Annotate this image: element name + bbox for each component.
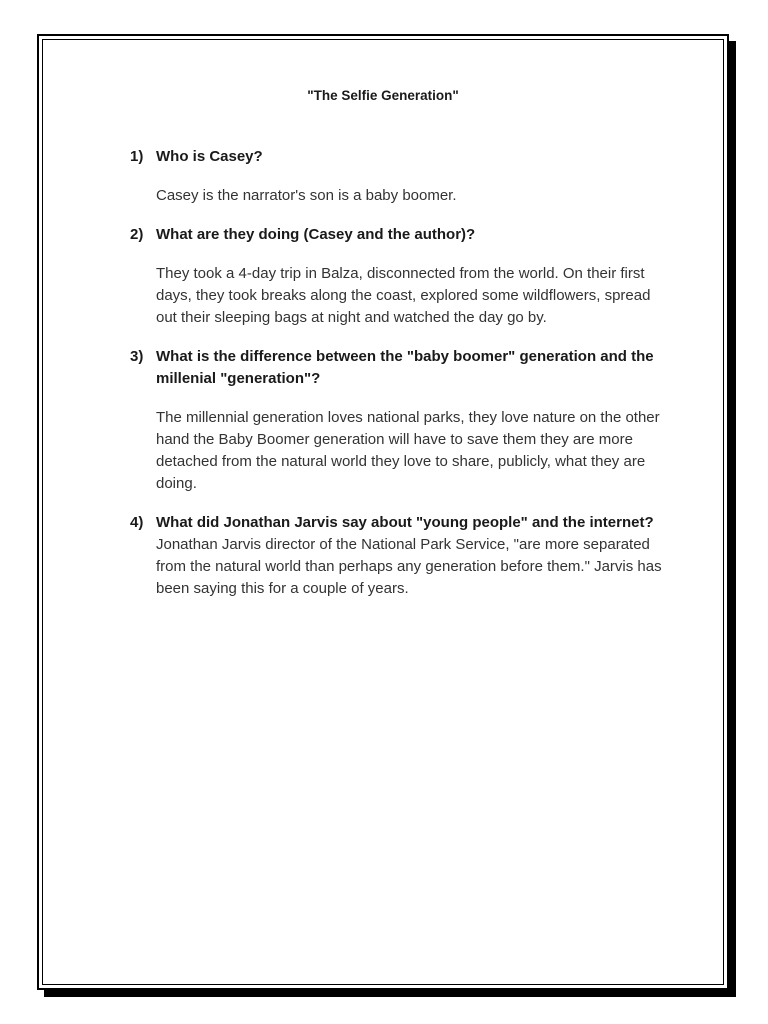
question-number: 3) [130, 348, 144, 365]
question-number: 2) [130, 226, 144, 243]
answer-text: They took a 4-day trip in Balza, disconnected from the world. On their first days, they took breaks along the coast, explored some wildflowers, spread out their sleeping bags at night and watched the day go by. [156, 265, 651, 326]
question-item-2 [130, 224, 670, 329]
question-list [130, 146, 670, 600]
answer-text: The millennial generation loves national parks, they love nature on the other hand the Baby Boomer generation will have to save them they are more detached from the natural world they love to share, publicly, what they are doing. [156, 409, 660, 492]
document-title: "The Selfie Generation" [307, 88, 459, 103]
question-item-4 [130, 512, 670, 600]
answer-text: Jonathan Jarvis director of the National Park Service, "are more separated from the natural world than perhaps any generation before them." Jarvis has been saying this for a couple of years. [156, 536, 662, 597]
answer-text: Casey is the narrator's son is a baby boomer. [156, 187, 457, 204]
question-number: 4) [130, 514, 144, 531]
question-text: Who is Casey? [156, 148, 263, 165]
question-item-1 [130, 146, 670, 207]
question-text: What are they doing (Casey and the author)? [156, 226, 476, 243]
question-item-3 [130, 346, 670, 495]
question-text: What did Jonathan Jarvis say about "young people" and the internet? [156, 514, 654, 531]
question-text: What is the difference between the "baby boomer" generation and the millenial "generation"? [156, 348, 654, 387]
question-number: 1) [130, 148, 144, 165]
